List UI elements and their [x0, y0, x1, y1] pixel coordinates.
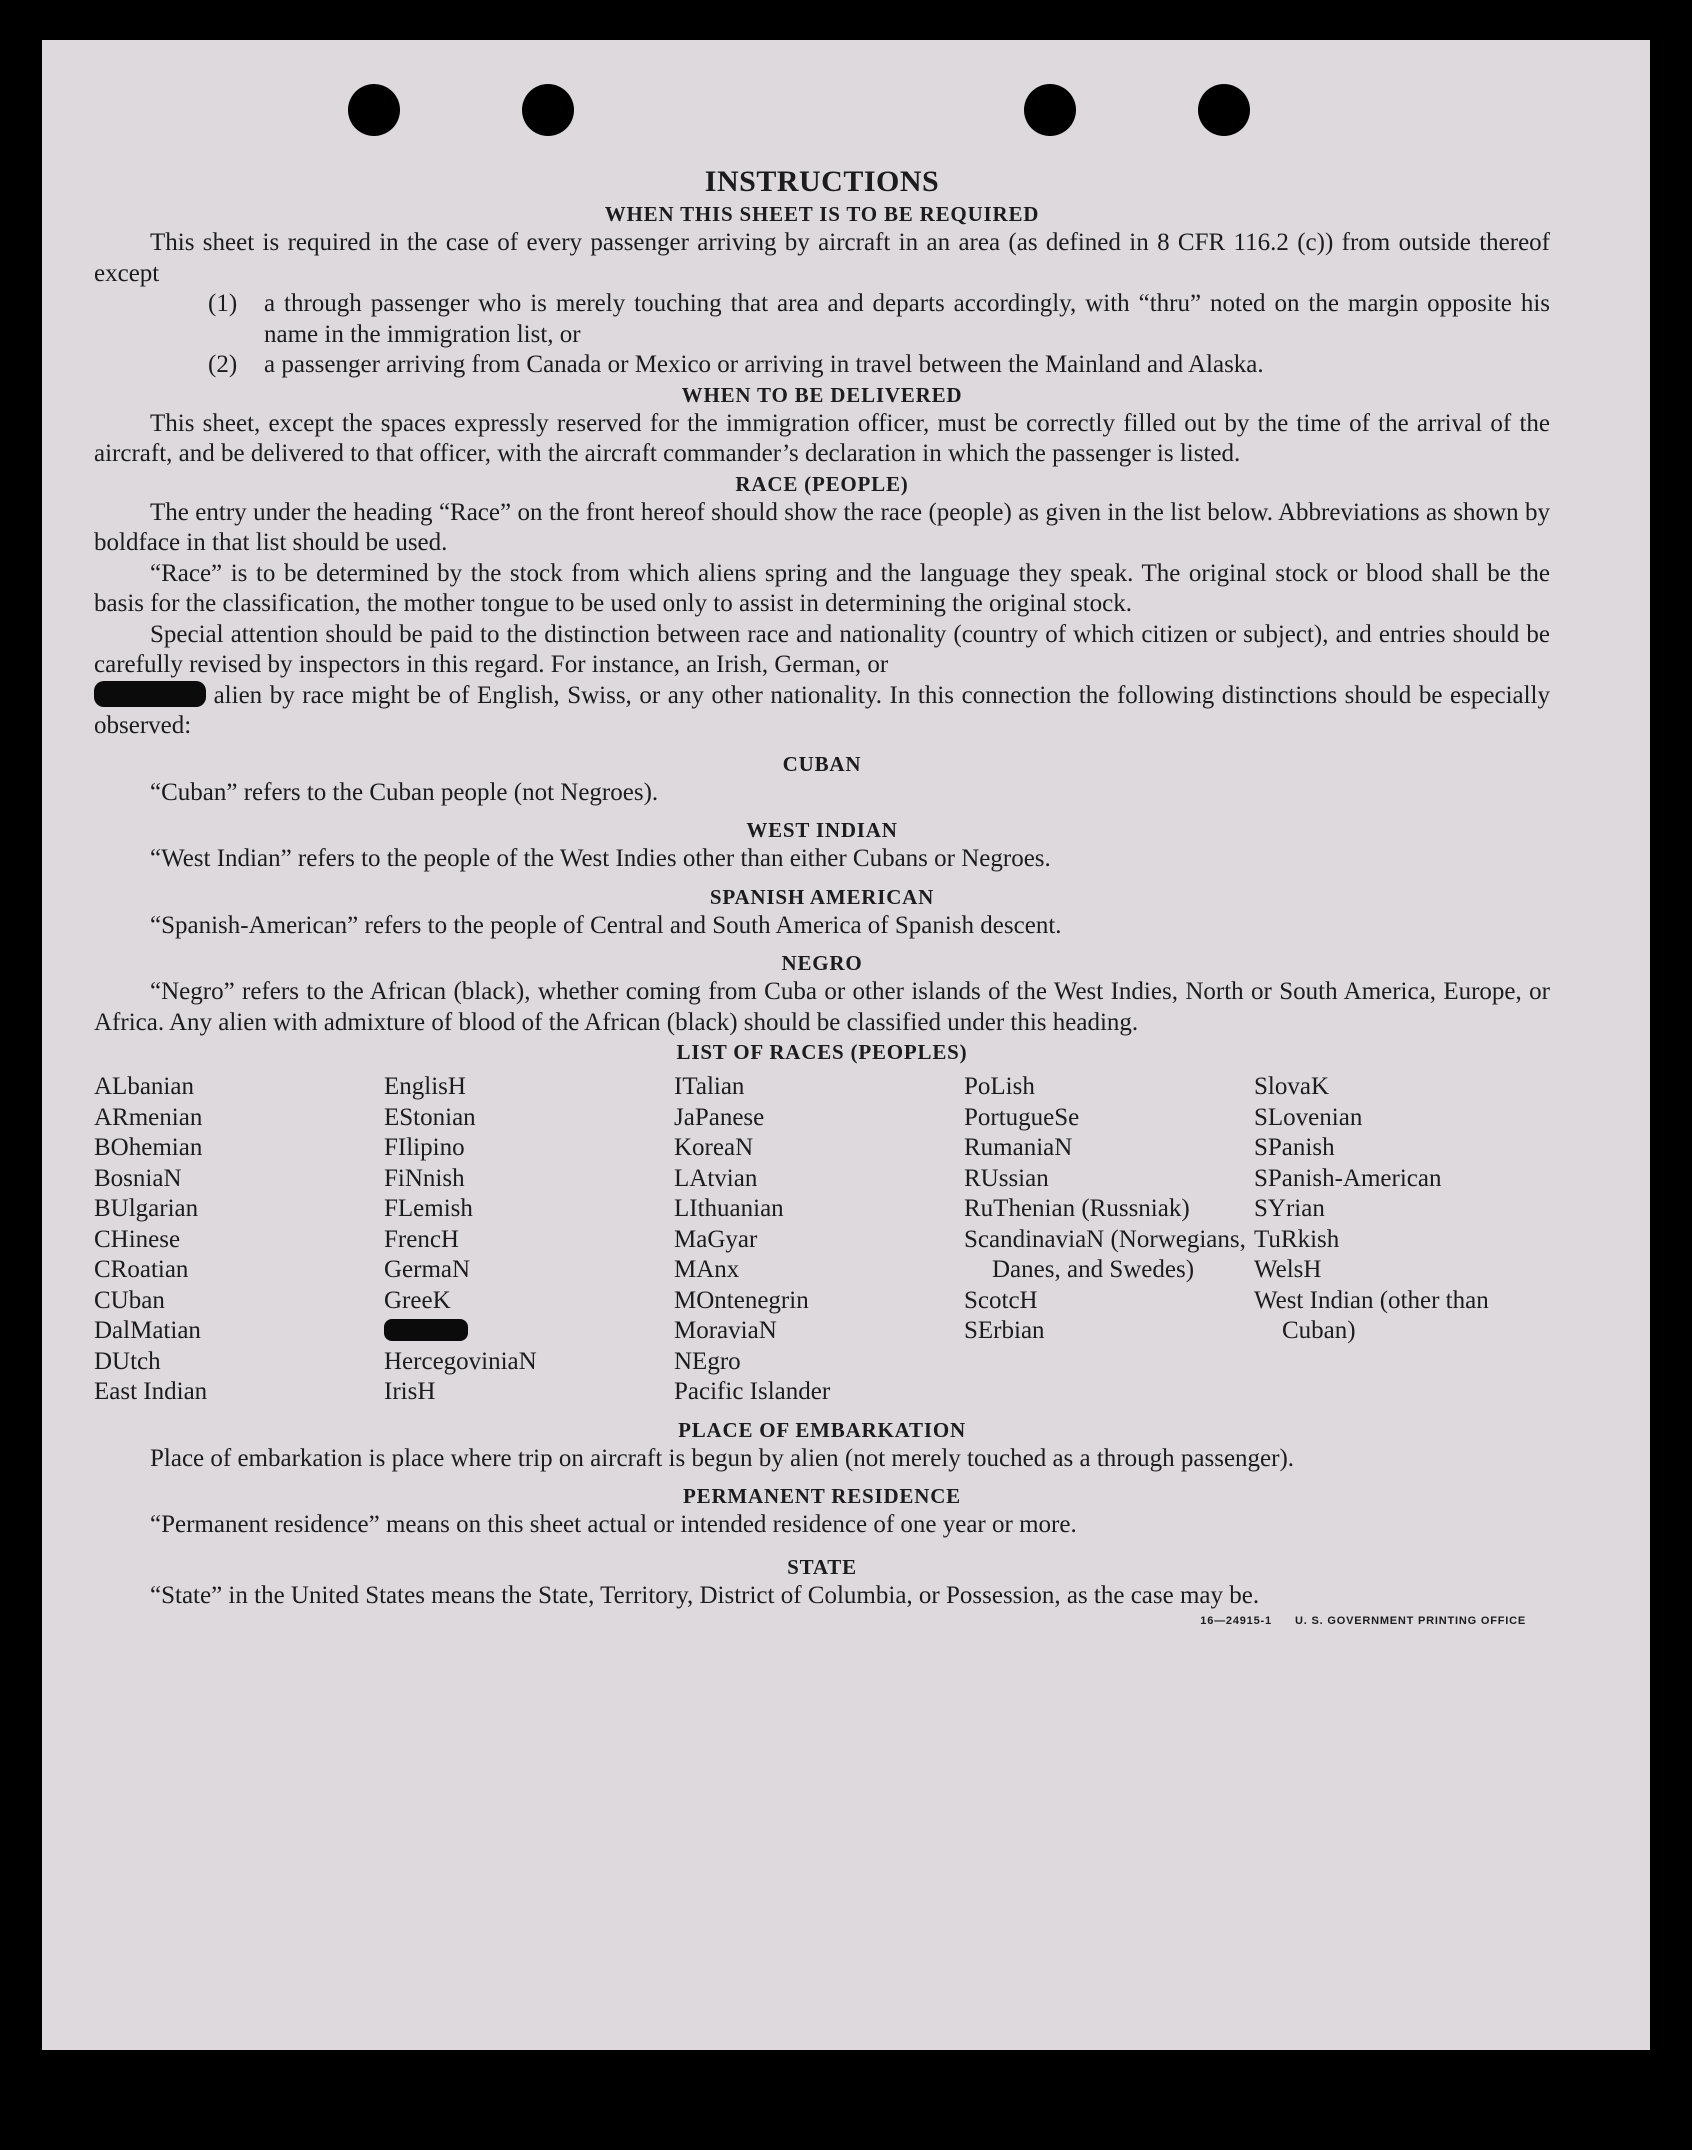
race-entry: ALbanian [94, 1073, 194, 1100]
heading-spanish-american: SPANISH AMERICAN [709, 884, 935, 909]
race-entry: MoraviaN [674, 1317, 777, 1344]
race-entry [384, 1316, 674, 1347]
race-entry: SLovenian [1254, 1103, 1363, 1131]
document-page [42, 40, 1650, 2050]
races-column [964, 1072, 1254, 1408]
race-entry: FrencH [384, 1225, 459, 1253]
race-entry: EnglisH [384, 1073, 466, 1100]
required-item [94, 350, 1550, 381]
race-entry: NEgro [674, 1347, 741, 1375]
heading-west-indian: WEST INDIAN [746, 818, 898, 842]
race-paragraph-1: The entry under the heading “Race” on the front hereof should show the race (people) as given in the list below. Abbreviations as shown by boldface in that list should be used. [94, 498, 1550, 556]
race-entry: RuThenian (Russniak) [964, 1195, 1190, 1222]
delivered-text: This sheet, except the spaces expressly reserved for the immigration officer, must be correctly filled out by the time of the arrival of the aircraft, and be delivered to that officer, with the aircraft commander’s declaration in which the passenger is listed. [94, 409, 1550, 467]
redaction-mark [384, 1319, 468, 1341]
printer-line [1200, 1615, 1526, 1627]
race-entry: CHinese [94, 1225, 181, 1253]
embarkation-text: Place of embarkation is place where trip on aircraft is begun by alien (not merely touched as a through passenger). [150, 1444, 1295, 1472]
race-entry: SYrian [1254, 1195, 1325, 1222]
residence-text: “Permanent residence” means on this sheet actual or intended residence of one year or more. [150, 1511, 1077, 1538]
race-entry: ScandinaviaN (Norwegians, Danes, and Swedes) [964, 1225, 1246, 1283]
race-entry: FIlipino [384, 1134, 465, 1161]
heading-cuban: CUBAN [782, 751, 862, 776]
race-entry: BOhemian [94, 1134, 203, 1161]
race-entry: FiNnish [384, 1164, 465, 1192]
race-entry: ITalian [674, 1073, 745, 1100]
item-text: a passenger arriving from Canada or Mexico or arriving in travel between the Mainland and Alaska. [264, 351, 1264, 378]
item-text: a through passenger who is merely touching that area and departs accordingly, with “thru” noted on the margin opposite his name in the immigration list, or [264, 290, 1550, 348]
race-entry: KoreaN [674, 1134, 754, 1161]
race-paragraph-2: “Race” is to be determined by the stock from which aliens spring and the language they speak. The original stock or blood shall be the basis for the classification, the mother tongue to be used only to assist in determining the original stock. [94, 559, 1550, 617]
heading-residence: PERMANENT RESIDENCE [683, 1484, 961, 1508]
heading-embarkation: PLACE OF EMBARKATION [678, 1417, 966, 1442]
race-entry: ARmenian [94, 1103, 203, 1131]
state-footer [94, 1581, 1550, 1627]
race-entry: LIthuanian [674, 1195, 784, 1222]
race-paragraph-3b [94, 681, 1550, 742]
race-entry: CRoatian [94, 1256, 189, 1283]
race-entry: ScotcH [964, 1286, 1038, 1314]
race-paragraph-3b-text: alien by race might be of English, Swiss, or any other nationality. In this connection the following distinctions should be especially observed: [94, 681, 1551, 739]
race-entry: MAnx [674, 1256, 740, 1283]
west-indian-text: “West Indian” refers to the people of the West Indies other than either Cubans or Negroes. [150, 845, 1051, 872]
races-table [94, 1072, 1550, 1408]
races-column [94, 1072, 384, 1408]
race-entry: West Indian (other than Cuban) [1254, 1286, 1489, 1344]
required-item [94, 289, 1550, 350]
item-number: (1) [208, 290, 238, 317]
item-number: (2) [208, 351, 238, 378]
punch-hole [1024, 84, 1076, 136]
race-entry: JaPanese [674, 1103, 765, 1131]
instructions-body [94, 164, 1551, 1627]
punch-hole [1198, 84, 1250, 136]
heading-state: STATE [787, 1554, 857, 1579]
race-entry: East Indian [94, 1378, 208, 1405]
race-entry: WelsH [1254, 1256, 1322, 1283]
page-title: INSTRUCTIONS [704, 165, 940, 198]
heading-negro: NEGRO [781, 951, 863, 975]
race-entry: MaGyar [674, 1225, 758, 1253]
form-number: 16—24915-1 [1200, 1614, 1272, 1627]
redaction-mark [94, 681, 206, 707]
race-entry: IrisH [384, 1378, 436, 1405]
heading-required: WHEN THIS SHEET IS TO BE REQUIRED [604, 202, 1040, 226]
race-entry: DUtch [94, 1347, 161, 1375]
race-entry: EStonian [384, 1103, 476, 1131]
race-entry: RUssian [964, 1164, 1049, 1192]
race-entry: SPanish-American [1254, 1164, 1442, 1192]
race-entry: TuRkish [1254, 1225, 1340, 1253]
race-entry: GreeK [384, 1286, 451, 1314]
race-entry: SErbian [964, 1317, 1045, 1344]
race-entry: PortugueSe [964, 1103, 1080, 1131]
race-entry: BosniaN [94, 1164, 182, 1192]
punch-hole [522, 84, 574, 136]
race-entry: MOntenegrin [674, 1286, 809, 1314]
race-entry: BUlgarian [94, 1195, 199, 1222]
race-entry: SPanish [1254, 1134, 1335, 1161]
heading-list-of-races: LIST OF RACES (PEOPLES) [676, 1040, 968, 1064]
required-intro: This sheet is required in the case of every passenger arriving by aircraft in an area (as defined in 8 CFR 116.2 (c)) from outside thereof except [94, 229, 1550, 287]
state-text: “State” in the United States means the State, Territory, District of Columbia, or Possession, as the case may be. [150, 1581, 1260, 1609]
race-entry: SlovaK [1254, 1073, 1329, 1100]
races-column [384, 1072, 674, 1408]
race-entry: HercegoviniaN [384, 1347, 537, 1375]
race-entry: Pacific Islander [674, 1378, 831, 1405]
race-entry: LAtvian [674, 1164, 758, 1192]
printer-name: U. S. GOVERNMENT PRINTING OFFICE [1295, 1614, 1526, 1627]
races-column [674, 1072, 964, 1408]
heading-delivered: WHEN TO BE DELIVERED [681, 382, 963, 407]
race-entry: RumaniaN [964, 1134, 1073, 1161]
cuban-text: “Cuban” refers to the Cuban people (not Negroes). [150, 778, 659, 806]
punch-hole [348, 84, 400, 136]
race-entry: DalMatian [94, 1317, 201, 1344]
race-paragraph-3a: Special attention should be paid to the distinction between race and nationality (country of which citizen or subject), and entries should be carefully revised by inspectors in this regard. For instance, an Irish, German, or [94, 620, 1550, 678]
race-entry: FLemish [384, 1195, 473, 1222]
race-entry: PoLish [964, 1073, 1035, 1100]
spanish-american-text: “Spanish-American” refers to the people of Central and South America of Spanish descent. [150, 911, 1062, 939]
race-entry: GermaN [384, 1256, 471, 1283]
race-entry: CUban [94, 1286, 165, 1314]
races-column [1254, 1072, 1550, 1408]
negro-text: “Negro” refers to the African (black), whether coming from Cuba or other islands of the West Indies, North or South America, Europe, or Africa. Any alien with admixture of blood of the African (black) should be classified under this heading. [94, 978, 1550, 1036]
heading-race: RACE (PEOPLE) [735, 471, 909, 496]
